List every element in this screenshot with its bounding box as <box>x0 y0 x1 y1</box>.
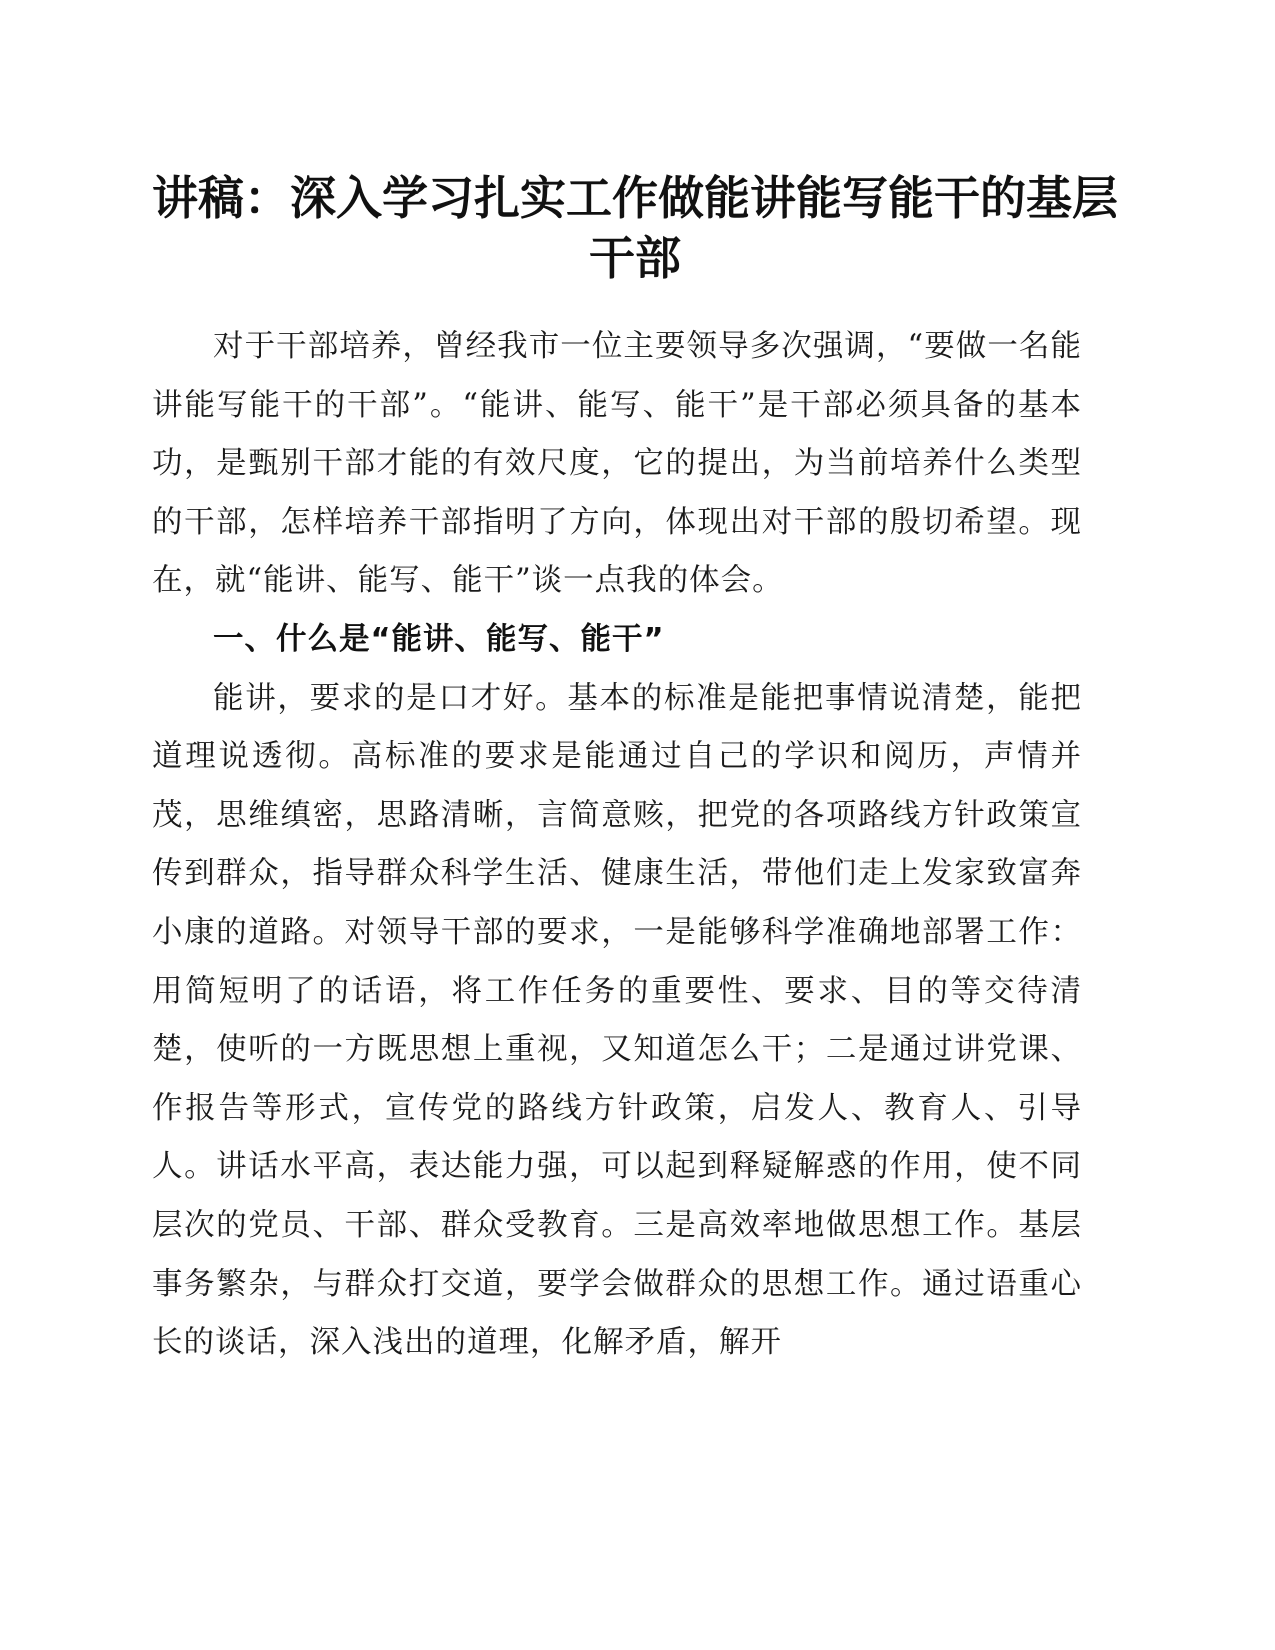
section-heading: 一、什么是“能讲、能写、能干” <box>213 621 665 657</box>
intro-paragraph: 对于干部培养，曾经我市一位主要领导多次强调，“要做一名能讲能写能干的干部”。“能讲、能写、能干”是干部必须具备的基本功，是甄别干部才能的有效尺度，它的提出，为当前培养什么类型的干部，怎样培养干部指明了方向，体现出对干部的殷切希望。现在，就“能讲、能写、能干”谈一点我的体会。 <box>152 329 1082 599</box>
document-body <box>152 318 1082 1373</box>
section-paragraph: 能讲，要求的是口才好。基本的标准是能把事情说清楚，能把道理说透彻。高标准的要求是能通过自己的学识和阅历，声情并茂，思维缜密，思路清晰，言简意赅，把党的各项路线方针政策宣传到群众，指导群众科学生活、健康生活，带他们走上发家致富奔小康的道路。对领导干部的要求，一是能够科学准确地部署工作：用简短明了的话语，将工作任务的重要性、要求、目的等交待清楚，使听的一方既思想上重视，又知道怎么干；二是通过讲党课、作报告等形式，宣传党的路线方针政策，启发人、教育人、引导人。讲话水平高，表达能力强，可以起到释疑解惑的作用，使不同层次的党员、干部、群众受教育。三是高效率地做思想工作。基层事务繁杂，与群众打交道，要学会做群众的思想工作。通过语重心长的谈话，深入浅出的道理，化解矛盾，解开 <box>152 680 1082 1361</box>
document-title: 讲稿：深入学习扎实工作做能讲能写能干的基层干部 <box>152 171 1118 285</box>
